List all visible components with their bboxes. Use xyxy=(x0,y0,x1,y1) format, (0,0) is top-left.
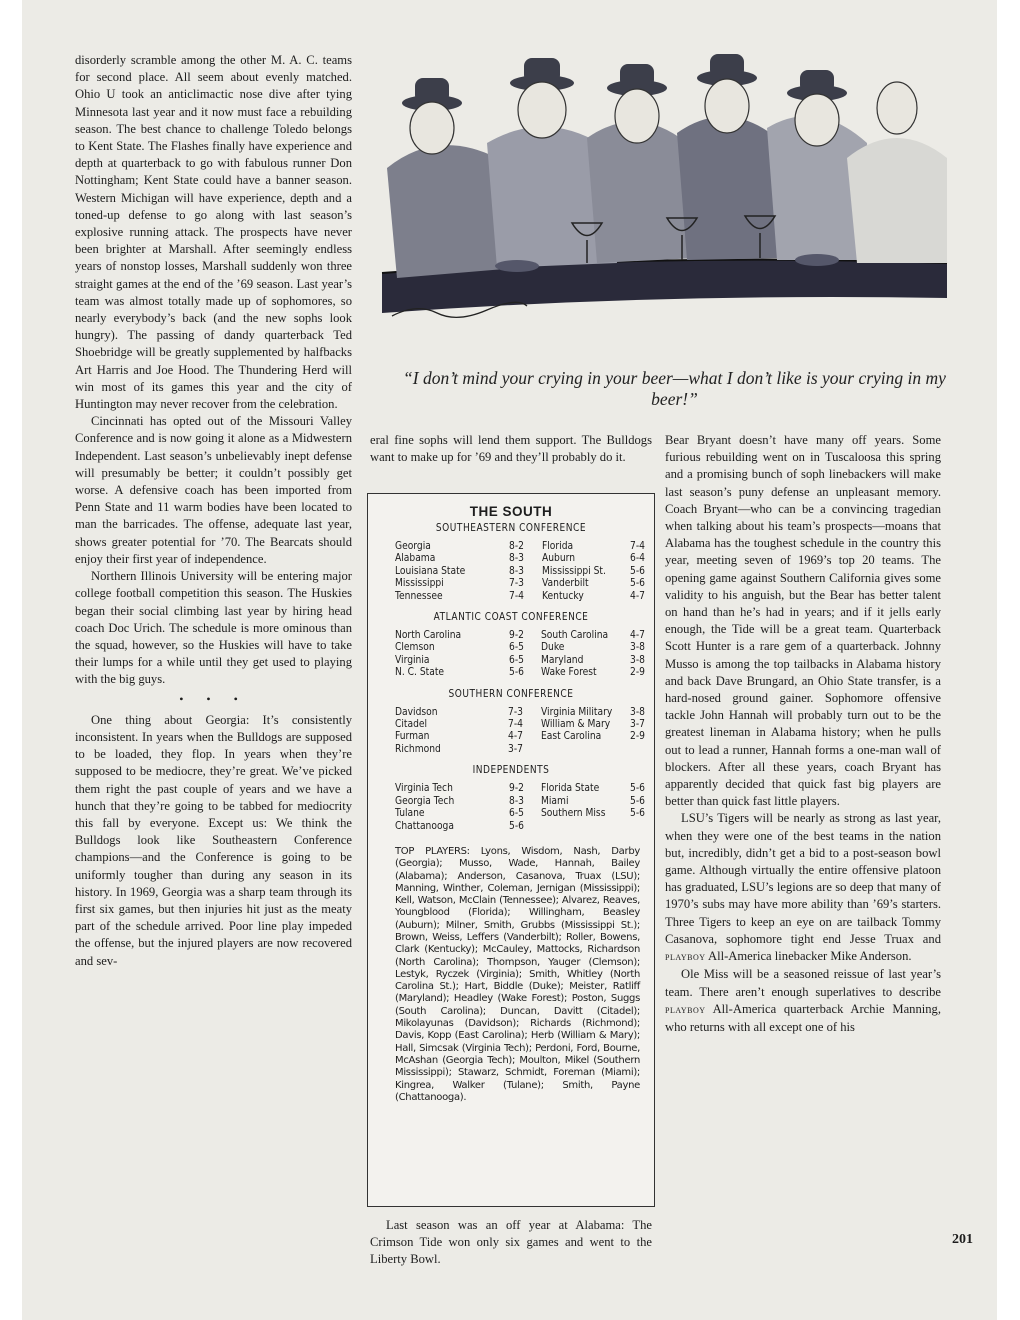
page-number: 201 xyxy=(952,1232,973,1247)
team-record: 7-3 xyxy=(509,577,525,590)
team-name: Wake Forest xyxy=(541,666,597,679)
team-record: 3-8 xyxy=(630,641,645,654)
standings-row xyxy=(395,654,647,666)
top-players-list: TOP PLAYERS: Lyons, Wisdom, Nash, Darby (Georgia); Musso, Wade, Hannah, Bailey (Alabama); Anderson, Casanova, Truax (LSU); Manning, Winther, Coleman, Jernigan (Mississippi); Kell, Watson, McClain (Tennessee); Alvarez, Reaves, Youngblood (Florida); Willingham, Beasley (Auburn); Milner, Smith, Grubbs (Mississippi St.); Brown, Weiss, Leffers (Vanderbilt); Roller, Bowens, Clark (Kentucky); McCauley, Mattocks, Richardson (North Carolina); Thompson, Yauger (Clemson); Lestyk, Ryczek (Virginia); Smith, Whitley (North Carolina St.); Hart, Biddle (Duke); Meister, Ratliff (Maryland); Headley (Wake Forest); Poston, Suggs (South Carolina); Duncan, Davitt (Citadel); Mikolayunas (Davidson); Richards (Richmond); Davis, Kopp (East Carolina); Herb (William & Mary); Hall, Simcsak (Virginia Tech); Perdoni, Ford, Bourne, McAshan (Georgia Tech); Moulton, Mikel (Southern Mississippi); Stawarz, Schmidt, Foreman (Miami); Kingrea, Walker (Tulane); Smith, Payne (Chattanooga). xyxy=(395,845,640,1103)
team-record: 5-6 xyxy=(508,666,524,679)
paragraph-georgia: One thing about Georgia: It’s consistently inconsistent. In years when the Bulldogs are supposed to be loaded, they flop. In years when they’re supposed to be mediocre, they’re great. We’ve picked them right the past couple of years and we have a hunch that they’re going to be tabbed for mediocrity this fall by everyone. Except us: We think the Bulldogs look like Southeastern Conference champions—and the Conference is going to be uniformly tougher than during any season in its history. In 1969, Georgia was a sharp team through its first six games, but then injuries hit just as the meaty part of the schedule arrived. Poor line play impeded the offense, but the injured players are now recovered and sev- xyxy=(75,712,352,968)
team-record xyxy=(630,743,645,755)
paragraph-mac: disorderly scramble among the other M. A. C. teams for second place. All seem about evenly matched. Ohio U took an anticlimactic nose dive after tying Minnesota last year and it now must face a rebuilding season. The best chance to challenge Toledo belongs to Kent State. The Flashes finally have experience and depth at quarterback to go with fabulous runner Don Nottingham; Kent State could have a banner season. Western Michigan will have experience, depth and a toned-up defense to go along with last season’s explosive running attack. The prospects have never been brighter at Marshall. After seemingly endless years of nonstop losses, Marshall suddenly won three straight games at the end of the ’69 season. Last year’s team was almost totally made up of sophomores, so nearly everybody’s back (and the new sophs look hungry). The passing of dandy quarterback Ted Shoebridge will be greatly supplemented by halfbacks Art Harris and Joe Hood. The Thundering Herd will win most of its games this year and the city of Huntington may never recover from the celebration. xyxy=(75,53,352,412)
conference-heading: SOUTHEASTERN CONFERENCE xyxy=(435,522,587,534)
team-name: Vanderbilt xyxy=(541,577,589,590)
standings-row xyxy=(395,641,647,653)
team-name: Tennessee xyxy=(395,589,443,602)
team-record: 3-8 xyxy=(630,653,645,666)
standings-row xyxy=(395,577,647,589)
team-record: 2-9 xyxy=(630,730,645,743)
team-record: 5-6 xyxy=(630,794,645,807)
team-name: Southern Miss xyxy=(541,807,606,820)
standings-row xyxy=(395,718,647,730)
article-column-3 xyxy=(665,432,941,1036)
team-record: 6-4 xyxy=(630,552,645,565)
team-name xyxy=(541,820,619,832)
article-column-2-top xyxy=(370,432,652,466)
team-record: 7-4 xyxy=(630,540,645,552)
standings-row xyxy=(395,629,647,641)
team-record: 5-6 xyxy=(630,564,645,577)
article-column-2-bottom xyxy=(370,1217,652,1269)
the-south-sidebar xyxy=(367,493,655,1207)
team-record: 7-4 xyxy=(507,718,523,731)
bar-cartoon-illustration xyxy=(377,48,952,328)
team-name: Virginia Tech xyxy=(395,782,453,795)
team-name: Florida xyxy=(541,540,573,552)
conference-heading: ATLANTIC COAST CONFERENCE xyxy=(433,611,589,624)
magazine-page xyxy=(22,0,997,1320)
standings-row xyxy=(395,820,647,832)
standings-row xyxy=(395,730,647,742)
sidebar-title: THE SOUTH xyxy=(469,504,553,519)
team-record: 5-6 xyxy=(630,807,645,820)
team-record: 4-7 xyxy=(507,730,523,743)
paragraph-bear-bryant: Bear Bryant doesn’t have many off years. Some furious rebuilding went on in Tuscaloosa this spring and a promising bunch of soph linebackers will make last season’s puny defense an unpleasant memory. Coach Bryant—who can be a convincing tragedian when talking about his team’s prospects—moans that Alabama has the toughest schedule in the country this year, meeting seven of 1969’s top 20 teams. The opening game against Southern California gives some validity to his anguish, but the Bear has better talent on hand than he’s had in years; and if it jells early enough, the Tide will be a great team. Quarterback Scott Hunter is a rare gem of a quarterback. Johnny Musso is among the top tailbacks in Alabama history and back Dave Brungard, an Ohio State transfer, is a hard-nosed ground gainer. Sophomore offensive tackle John Hannah will probably turn out to be the greatest lineman in Alabama history; when he pulls out to lead a runner, Hannah forms a one-man wall of blockers. After all these years, coach Bryant has apparently decided that quick fast big players are better than quick fast little players. xyxy=(665,433,941,809)
team-record: 3-7 xyxy=(507,742,523,755)
team-record: 8-2 xyxy=(509,540,525,552)
paragraph-lsu: LSU’s Tigers will be nearly as strong as last year, when they were one of the best teams in the nation but, incredibly, didn’t get a bid to a post-season bowl game. Although virtually the entire offensive platoon has graduated, LSU’s legions are so deep that many of 1970’s subs may have more ability than ’69’s starters. Three Tigers to keep an eye on are tailback Tommy Casanova, sophomore tight end Jesse Truax and playboy All-America linebacker Mike Anderson. xyxy=(665,811,941,964)
team-name: Auburn xyxy=(541,552,575,565)
standings-table-independents xyxy=(395,782,647,832)
team-record: 6-5 xyxy=(508,807,524,820)
team-name: Clemson xyxy=(395,641,435,654)
team-record: 8-3 xyxy=(509,552,525,565)
team-name xyxy=(541,743,620,755)
team-name: Citadel xyxy=(395,718,428,731)
team-record: 6-5 xyxy=(508,653,524,666)
team-name: Davidson xyxy=(395,705,438,718)
standings-row xyxy=(395,782,647,794)
team-record: 3-7 xyxy=(630,718,645,731)
team-record xyxy=(630,820,645,832)
team-record: 9-2 xyxy=(508,782,524,795)
team-name: Miami xyxy=(541,794,569,807)
paragraph-cincinnati: Cincinnati has opted out of the Missouri Valley Conference and is now going it alone as a Midwestern Independent. Last season’s unbelievably inept defense will presumably be better; it couldn’t possibly get worse. A defensive coach has been imported from Penn State and 11 warm bodies have been located to man the barricades. The offense, adequate last year, shows greater potential for ’70. The Bearcats should enjoy their first year of independence. xyxy=(75,414,352,566)
team-name: Chattanooga xyxy=(395,819,454,832)
team-record: 6-5 xyxy=(508,641,524,654)
standings-row xyxy=(395,590,647,602)
team-name: Tulane xyxy=(395,807,425,820)
team-name: Duke xyxy=(541,641,565,654)
standings-row xyxy=(395,552,647,564)
team-name: East Carolina xyxy=(540,730,601,743)
team-record: 3-8 xyxy=(630,705,645,718)
standings-row xyxy=(395,795,647,807)
team-record: 4-7 xyxy=(630,629,645,642)
standings-row xyxy=(395,706,647,718)
team-name: North Carolina xyxy=(395,629,462,642)
section-separator: • • • xyxy=(179,691,248,706)
team-record: 8-3 xyxy=(509,564,525,577)
standings-row xyxy=(395,743,647,755)
team-record: 8-3 xyxy=(508,794,524,807)
team-record: 4-7 xyxy=(630,589,645,602)
team-name: William & Mary xyxy=(540,718,610,731)
standings-table-acc xyxy=(395,629,647,679)
standings-row xyxy=(395,807,647,819)
standings-row xyxy=(395,565,647,577)
team-name: Georgia xyxy=(395,540,431,552)
team-name: Virginia xyxy=(395,653,430,666)
paragraph-georgia-cont: eral fine sophs will lend them support. The Bulldogs want to make up for ’69 and they’ll probably do it. xyxy=(370,433,652,465)
team-name: South Carolina xyxy=(541,629,609,642)
standings-table-southern xyxy=(395,706,647,756)
playboy-wordmark: playboy xyxy=(665,1003,706,1016)
standings-row xyxy=(395,540,647,552)
team-name: Virginia Military xyxy=(540,705,612,718)
team-record: 5-6 xyxy=(630,782,645,795)
team-name: Richmond xyxy=(395,742,441,755)
team-name: Kentucky xyxy=(541,589,584,602)
team-name: Mississippi xyxy=(395,577,444,590)
team-record: 2-9 xyxy=(630,666,645,679)
team-record: 5-6 xyxy=(508,819,524,832)
paragraph-northern-illinois: Northern Illinois University will be entering major college football competition this season. The Huskies began their social climbing last year by hiring head coach Doc Urich. The schedule is more ominous than the squad, however, so the Huskies will have to take their lumps for a while until they get used to playing with the big guys. xyxy=(75,569,352,687)
team-name: Louisiana State xyxy=(395,564,466,577)
standings-table-sec xyxy=(395,540,647,602)
team-record: 7-4 xyxy=(509,589,525,602)
team-record: 9-2 xyxy=(508,629,524,642)
team-name: Florida State xyxy=(541,782,600,795)
paragraph-alabama-intro: Last season was an off year at Alabama: The Crimson Tide won only six games and went to the Liberty Bowl. xyxy=(370,1218,652,1267)
team-name: Alabama xyxy=(395,552,436,565)
team-name: Maryland xyxy=(541,653,584,666)
team-record: 7-3 xyxy=(507,705,523,718)
standings-row xyxy=(395,666,647,678)
playboy-wordmark: playboy xyxy=(665,951,706,964)
team-name: N. C. State xyxy=(395,666,445,679)
conference-heading: SOUTHERN CONFERENCE xyxy=(448,687,574,700)
team-record: 5-6 xyxy=(630,577,645,590)
team-name: Furman xyxy=(395,730,430,743)
cartoon-caption: “I don’t mind your crying in your beer—what I don’t like is your crying in my beer!” xyxy=(403,368,946,409)
article-column-1 xyxy=(75,52,352,970)
team-name: Mississippi St. xyxy=(541,564,606,577)
conference-heading: INDEPENDENTS xyxy=(472,764,550,777)
paragraph-ole-miss: Ole Miss will be a seasoned reissue of last year’s team. There aren’t enough superlatives to describe playboy All-America quarterback Archie Manning, who returns with all except one of his xyxy=(665,967,941,1034)
team-name: Georgia Tech xyxy=(395,794,455,807)
